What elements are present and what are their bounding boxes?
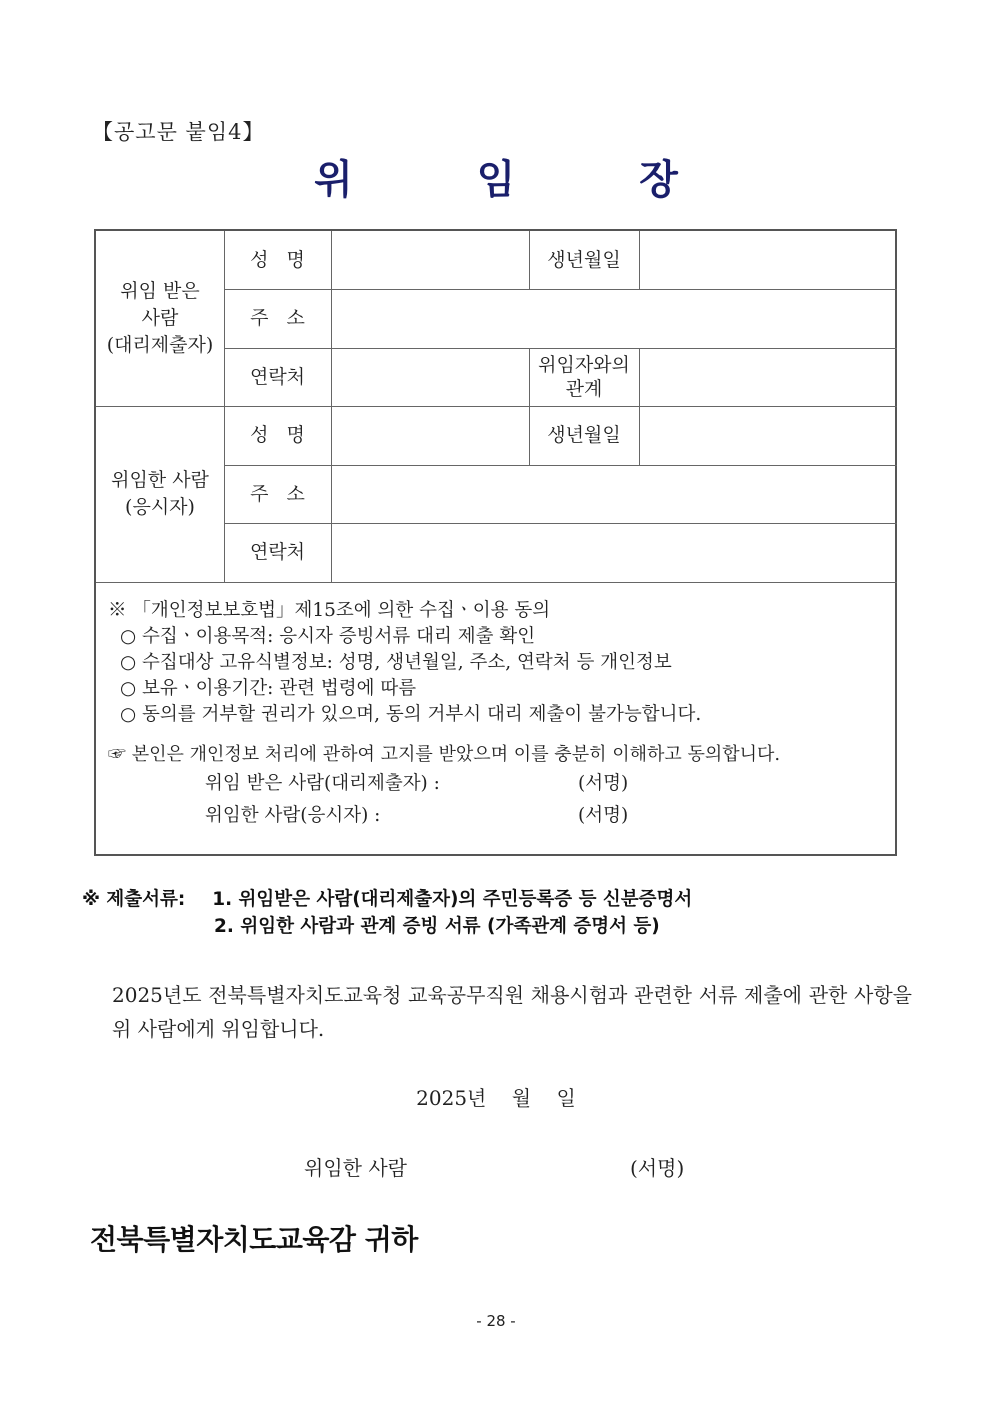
delegation-statement: 2025년도 전북특별자치도교육청 교육공무직원 채용시험과 관련한 서류 제출에 관한 사항을 위 사람에게 위임합니다. <box>112 983 912 1041</box>
delegator-name-field[interactable] <box>331 406 529 465</box>
delegator-contact-field[interactable] <box>331 523 897 582</box>
relation-label: 위임자와의 관계 <box>538 354 630 400</box>
relation-field[interactable] <box>639 348 897 406</box>
delegator-address-field[interactable] <box>331 465 897 523</box>
consent-item: ○ 수집ㆍ이용목적: 응시자 증빙서류 대리 제출 확인 <box>120 626 536 647</box>
consent-item: ○ 수집대상 고유식별정보: 성명, 생년월일, 주소, 연락처 등 개인정보 <box>120 652 672 673</box>
delegate-name-field[interactable] <box>331 231 529 289</box>
delegator-birthdate-label: 생년월일 <box>547 424 621 446</box>
consent-agreement: ☞ 본인은 개인정보 처리에 관하여 고지를 받았으며 이를 충분히 이해하고 동의합니다. <box>108 744 781 765</box>
delegator-contact-label: 연락처 <box>249 541 306 563</box>
signer-line <box>304 1152 704 1181</box>
delegate-contact-label: 연락처 <box>249 365 306 388</box>
delegate-contact-field[interactable] <box>331 348 529 406</box>
signer-mark[interactable]: (서명) <box>630 1156 685 1180</box>
consent-heading: ※ 「개인정보보호법」제15조에 의한 수집ㆍ이용 동의 <box>108 600 551 621</box>
privacy-consent <box>108 598 898 832</box>
delegate-birthdate-field[interactable] <box>639 231 897 289</box>
consent-item: ○ 보유ㆍ이용기간: 관련 법령에 따름 <box>120 678 417 699</box>
delegator-sign-mark[interactable]: (서명) <box>578 805 629 826</box>
required-doc-item: 2. 위임한 사람과 관계 증빙 서류 (가족관계 증명서 등) <box>214 916 660 937</box>
title-char: 장 <box>639 157 678 203</box>
delegator-sign-label: 위임한 사람(응시자) : <box>205 805 381 826</box>
delegator-header: 위임한 사람 (응시자) <box>111 469 209 518</box>
delegate-address-field[interactable] <box>331 289 897 348</box>
delegator-sign-row <box>108 800 898 832</box>
required-docs-label: ※ 제출서류: <box>82 889 186 910</box>
required-documents <box>82 886 692 940</box>
delegate-name-label: 성 명 <box>250 248 305 271</box>
required-doc-item: 1. 위임받은 사람(대리제출자)의 주민등록증 등 신분증명서 <box>212 889 693 910</box>
delegate-header: 위임 받은 사람 (대리제출자) <box>106 280 214 356</box>
delegator-birthdate-field[interactable] <box>639 406 897 465</box>
delegator-address-label: 주 소 <box>250 482 305 505</box>
recipient: 전북특별자치도교육감 귀하 <box>90 1223 418 1256</box>
title-char: 임 <box>476 157 516 203</box>
delegator-name-label: 성 명 <box>250 424 305 446</box>
document-title <box>0 148 992 205</box>
delegate-sign-label: 위임 받은 사람(대리제출자) : <box>205 773 440 794</box>
delegate-birthdate-label: 생년월일 <box>547 248 621 271</box>
date-line[interactable]: 2025년 월 일 <box>416 1086 576 1110</box>
signer-label: 위임한 사람 <box>304 1156 407 1180</box>
delegate-sign-row <box>108 768 898 800</box>
attachment-label: 【공고문 붙임4】 <box>92 120 265 144</box>
page-number: - 28 - <box>476 1312 516 1330</box>
delegate-address-label: 주 소 <box>250 307 305 329</box>
title-char: 위 <box>314 157 353 203</box>
delegate-sign-mark[interactable]: (서명) <box>578 773 629 794</box>
consent-item: ○ 동의를 거부할 권리가 있으며, 동의 거부시 대리 제출이 불가능합니다. <box>120 704 702 725</box>
